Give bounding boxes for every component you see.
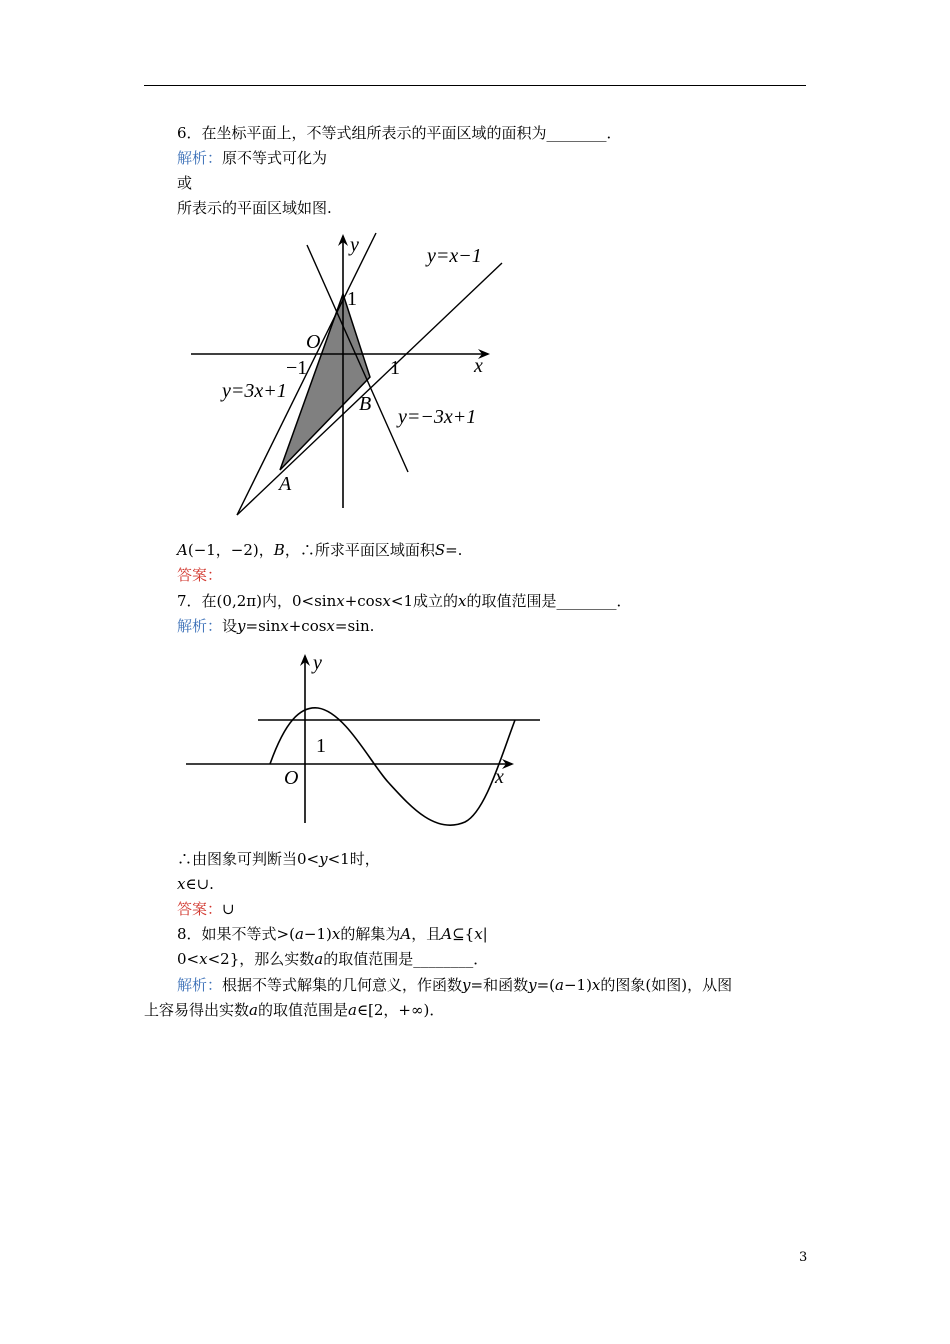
analysis-label: 解析：: [177, 976, 223, 994]
point-b-label: B: [359, 393, 372, 415]
line1-label: y=x−1: [427, 245, 482, 267]
q6-region-text: 所表示的平面区域如图.: [177, 199, 332, 217]
q7-answer: 答案：∪: [177, 900, 235, 918]
one-label: 1: [316, 735, 326, 757]
line2-label: y=3x+1: [222, 380, 287, 402]
line3-label: y=−3x+1: [398, 406, 477, 428]
figure-region: [185, 228, 505, 523]
q6-result: A(−1，−2)，B，∴所求平面区域面积S=.: [177, 541, 463, 559]
q8-analysis: 解析：根据不等式解集的几何意义，作函数y=和函数y=(a−1)x的图象(如图)，从图: [177, 976, 733, 994]
shaded-region: [280, 294, 370, 470]
q6-or: 或: [177, 174, 193, 192]
q8-question: 8．如果不等式>(a−1)x的解集为A，且A⊆{x|: [177, 925, 488, 943]
x-one-label: 1: [390, 357, 400, 379]
x-axis-label: x: [474, 355, 483, 377]
analysis-label: 解析：: [177, 149, 223, 167]
q6-answer-label: 答案：: [177, 566, 223, 584]
q6-question: 6．在坐标平面上，不等式组所表示的平面区域的面积为________．: [177, 124, 622, 142]
origin-label: O: [306, 331, 321, 353]
answer-label: 答案：: [177, 900, 223, 918]
y-axis-label: y: [313, 652, 322, 674]
q7-conclusion-2: x∈∪.: [177, 875, 214, 893]
q7-question: 7．在(0,2π)内，0<sinx+cosx<1成立的x的取值范围是________．: [177, 592, 632, 610]
header-rule: [144, 85, 806, 86]
x-axis-label: x: [495, 766, 504, 788]
minus-one-label: −1: [286, 357, 308, 379]
sine-curve: [270, 708, 515, 825]
q6-analysis-text: 原不等式可化为: [222, 149, 328, 167]
analysis-label: 解析：: [177, 617, 223, 635]
y-axis-label: y: [350, 234, 359, 256]
point-a-label: A: [279, 473, 292, 495]
q8-question-line2: 0<x<2}，那么实数a的取值范围是________．: [177, 950, 489, 968]
origin-label: O: [284, 767, 299, 789]
q6-analysis: [177, 148, 327, 168]
q7-conclusion: ∴由图象可判断当0<y<1时，: [177, 850, 380, 868]
y-one-label: 1: [347, 288, 357, 310]
figure-sine-curve: [180, 648, 550, 828]
q8-analysis-line2: 上容易得出实数a的取值范围是a∈[2，+∞)．: [144, 1001, 445, 1019]
q7-analysis: 解析：设y=sinx+cosx=sin.: [177, 617, 375, 635]
page-number: 3: [799, 1250, 808, 1265]
